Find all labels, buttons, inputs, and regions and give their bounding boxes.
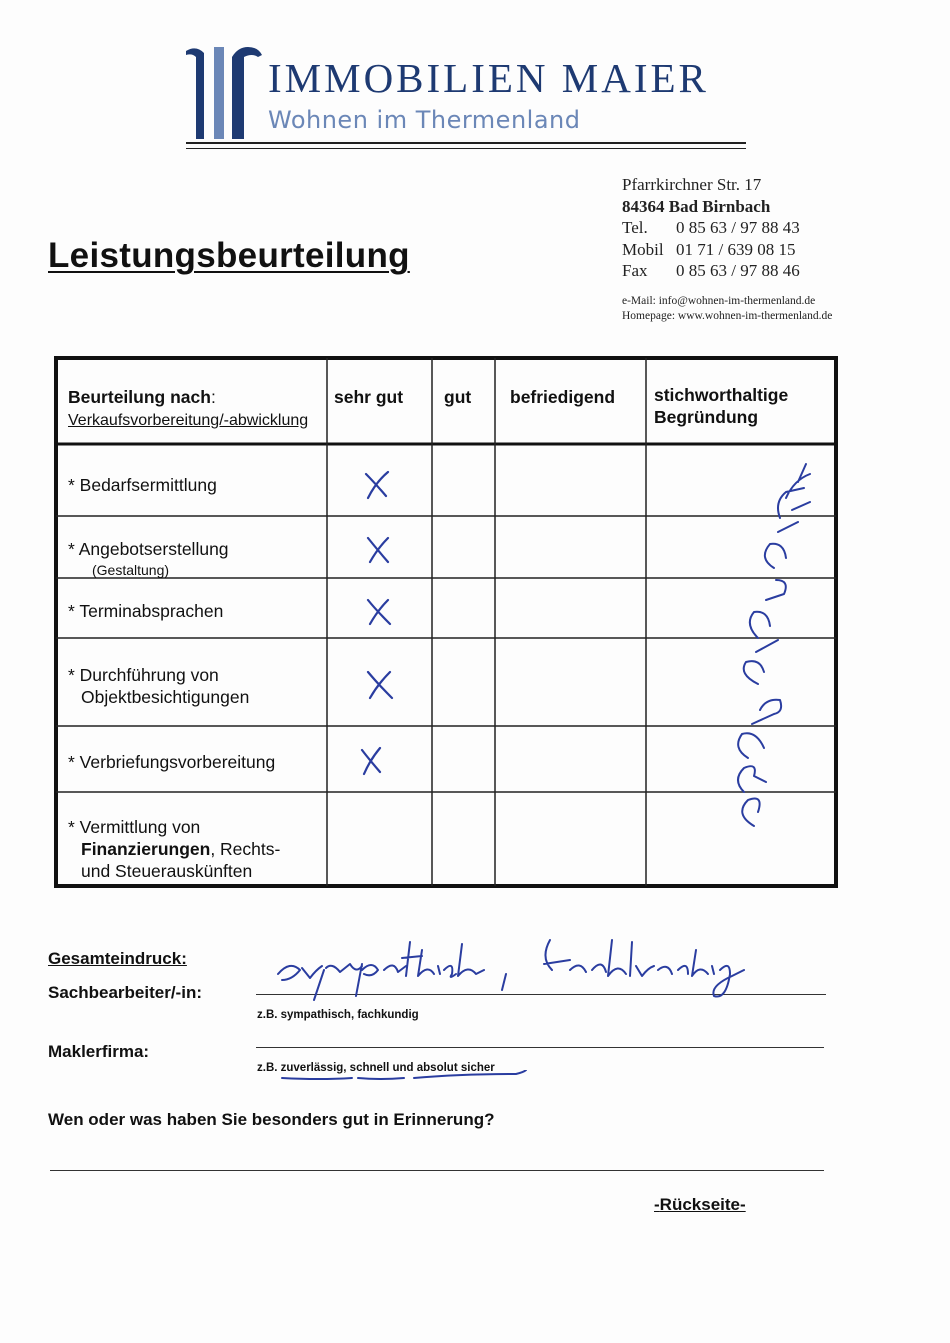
checkmark-x-icon — [356, 744, 386, 776]
handwritten-reason — [714, 462, 824, 832]
agent-handwritten-answer — [270, 930, 830, 1010]
tel-number: 0 85 63 / 97 88 43 — [676, 218, 800, 237]
contact-block — [622, 294, 832, 324]
agent-label: Sachbearbeiter/-in: — [48, 983, 202, 1002]
page-title: Leistungsbeurteilung — [48, 236, 410, 275]
company-tagline: Wohnen im Thermenland — [268, 106, 581, 134]
back-page-note: -Rückseite- — [654, 1195, 746, 1214]
checkmark-x-icon — [364, 534, 394, 566]
tel-label: Tel. — [622, 218, 648, 237]
company-logo-icon — [186, 45, 266, 141]
checkmark-x-icon — [362, 468, 392, 500]
table-row-sublabel: (Gestaltung) — [92, 562, 170, 578]
mobil-row — [622, 239, 800, 261]
agent-example: z.B. sympathisch, fachkundig — [257, 1009, 419, 1021]
overall-heading: Gesamteindruck: — [48, 949, 187, 968]
header-criteria: Beurteilung nach: — [68, 387, 216, 407]
header-befriedigend: befriedigend — [510, 387, 616, 407]
mobil-number: 01 71 / 639 08 15 — [676, 239, 796, 259]
header-begruendung-2: Begründung — [654, 407, 759, 427]
rating-table — [54, 356, 838, 888]
table-row-label: * Verbriefungsvorbereitung — [68, 752, 276, 772]
homepage: Homepage: www.wohnen-im-thermenland.de — [622, 310, 833, 322]
fax-label: Fax — [622, 261, 648, 280]
mobil-label: Mobil — [622, 239, 664, 259]
firm-answer-line — [256, 1047, 824, 1048]
table-row-label: * Bedarfsermittlung — [68, 475, 217, 495]
table-row-sublabel: und Steuerauskünften — [81, 861, 253, 881]
address-block — [622, 174, 800, 282]
fax-number: 0 85 63 / 97 88 46 — [676, 261, 800, 280]
fax-row — [622, 260, 800, 282]
header-divider-thin — [186, 148, 746, 149]
header-sehr-gut: sehr gut — [334, 387, 404, 407]
header-divider — [186, 142, 746, 144]
memory-question: Wen oder was haben Sie besonders gut in Erinnerung? — [48, 1110, 495, 1129]
checkmark-x-icon — [364, 668, 396, 702]
table-row-label: * Terminabsprachen — [68, 601, 224, 621]
firm-example-underline — [280, 1070, 540, 1084]
table-row-sublabel: Objektbesichtigungen — [81, 687, 250, 707]
header-gut: gut — [444, 387, 472, 407]
table-row-label: * Angebotserstellung — [68, 539, 229, 559]
memory-answer-line — [50, 1170, 824, 1171]
email: e-Mail: info@wohnen-im-thermenland.de — [622, 295, 816, 307]
company-name: IMMOBILIEN MAIER — [268, 55, 709, 101]
firm-example: z.B. zuverlässig, schnell und absolut sicher — [257, 1062, 495, 1074]
header-begruendung-1: stichworthaltige — [654, 385, 789, 405]
table-row-label: * Durchführung von — [68, 665, 219, 685]
table-row-label: * Vermittlung von — [68, 817, 201, 837]
tel-row — [622, 217, 800, 239]
street: Pfarrkirchner Str. 17 — [622, 175, 762, 194]
city: 84364 Bad Birnbach — [622, 196, 771, 216]
table-row-sublabel: Finanzierungen, Rechts- — [81, 839, 281, 859]
firm-label: Maklerfirma: — [48, 1042, 150, 1061]
header-criteria-sub: Verkaufsvorbereitung/-abwicklung — [68, 412, 309, 429]
checkmark-x-icon — [364, 596, 394, 628]
